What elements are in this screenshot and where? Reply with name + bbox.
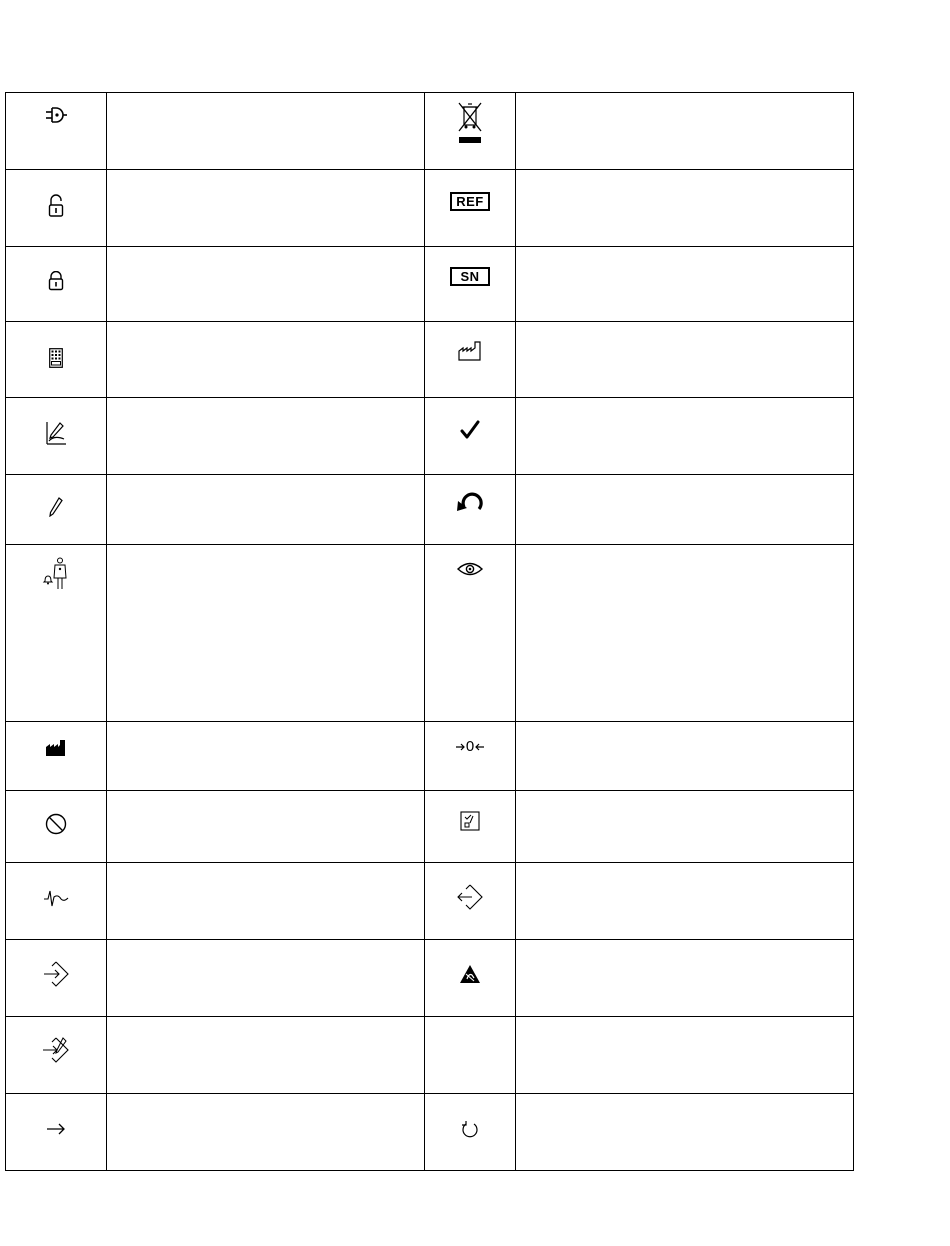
symbol-cell [425,475,516,545]
signature-pen-icon [44,420,68,446]
description-cell [107,93,425,170]
patient-alarm-icon [42,557,70,591]
symbol-cell [6,93,107,170]
unlocked-padlock-icon [48,194,64,218]
output-arrow-icon [456,883,484,911]
table-row [6,475,854,545]
symbol-cell [425,545,516,722]
locked-padlock-icon [48,271,64,291]
description-cell [516,322,854,398]
description-cell [107,247,425,322]
symbol-cell [6,322,107,398]
symbol-cell [425,1094,516,1171]
symbol-cell [425,322,516,398]
prohibited-circle-icon [45,813,67,835]
description-cell [107,1017,425,1094]
table-row [6,322,854,398]
pencil-icon [49,497,63,517]
table-row [6,398,854,475]
symbol-table [5,92,854,1171]
description-cell [107,475,425,545]
description-cell [107,940,425,1017]
table-row [6,863,854,940]
symbol-cell [425,398,516,475]
input-signature-icon [41,1035,71,1065]
right-arrow-icon [46,1122,66,1136]
table-row [6,93,854,170]
symbol-cell [425,863,516,940]
zero-point-icon: 0 [456,738,484,755]
table-row [6,170,854,247]
description-cell [107,322,425,398]
symbol-cell [425,247,516,322]
symbol-cell [6,475,107,545]
description-cell [516,545,854,722]
symbol-cell [6,545,107,722]
description-cell [107,722,425,791]
checkmark-icon [460,420,480,440]
description-cell [516,1094,854,1171]
symbol-cell [6,170,107,247]
waveform-signal-icon [43,889,69,907]
description-cell [516,940,854,1017]
symbol-cell [6,247,107,322]
description-cell [107,1094,425,1171]
keypad-icon [49,348,63,368]
description-cell [516,791,854,863]
table-row [6,247,854,322]
symbol-cell [6,1017,107,1094]
symbol-cell [425,170,516,247]
symbol-cell [6,791,107,863]
table-row [6,1094,854,1171]
symbol-cell [6,863,107,940]
symbol-cell [425,1017,516,1094]
symbol-cell [6,398,107,475]
table-row [6,940,854,1017]
description-cell [516,722,854,791]
symbol-cell [6,940,107,1017]
description-cell [107,863,425,940]
power-plug-icon [44,105,68,125]
undo-arrow-icon [455,491,485,513]
serial-number-icon: SN [450,267,489,286]
table-row [6,1017,854,1094]
input-arrow-icon [42,960,70,988]
description-cell [107,791,425,863]
manufacturer-factory-icon [46,740,66,756]
symbol-cell [425,93,516,170]
checklist-box-icon [460,811,480,831]
description-cell [516,475,854,545]
symbol-cell [6,722,107,791]
description-cell [516,247,854,322]
weee-crossed-bin-icon [456,101,484,151]
description-cell [516,863,854,940]
refresh-arrow-icon [461,1120,479,1138]
description-cell [516,170,854,247]
table-row [6,791,854,863]
esd-warning-icon [459,964,481,984]
symbol-cell [6,1094,107,1171]
date-of-manufacture-icon [458,340,482,362]
table-row [6,722,854,791]
description-cell [107,398,425,475]
description-cell [516,1017,854,1094]
description-cell [107,170,425,247]
eye-icon [456,561,484,577]
ref-catalog-number-icon: REF [450,192,490,211]
symbol-cell [425,940,516,1017]
description-cell [516,398,854,475]
description-cell [516,93,854,170]
table-row [6,545,854,722]
symbol-cell [425,722,516,791]
symbol-cell [425,791,516,863]
description-cell [107,545,425,722]
